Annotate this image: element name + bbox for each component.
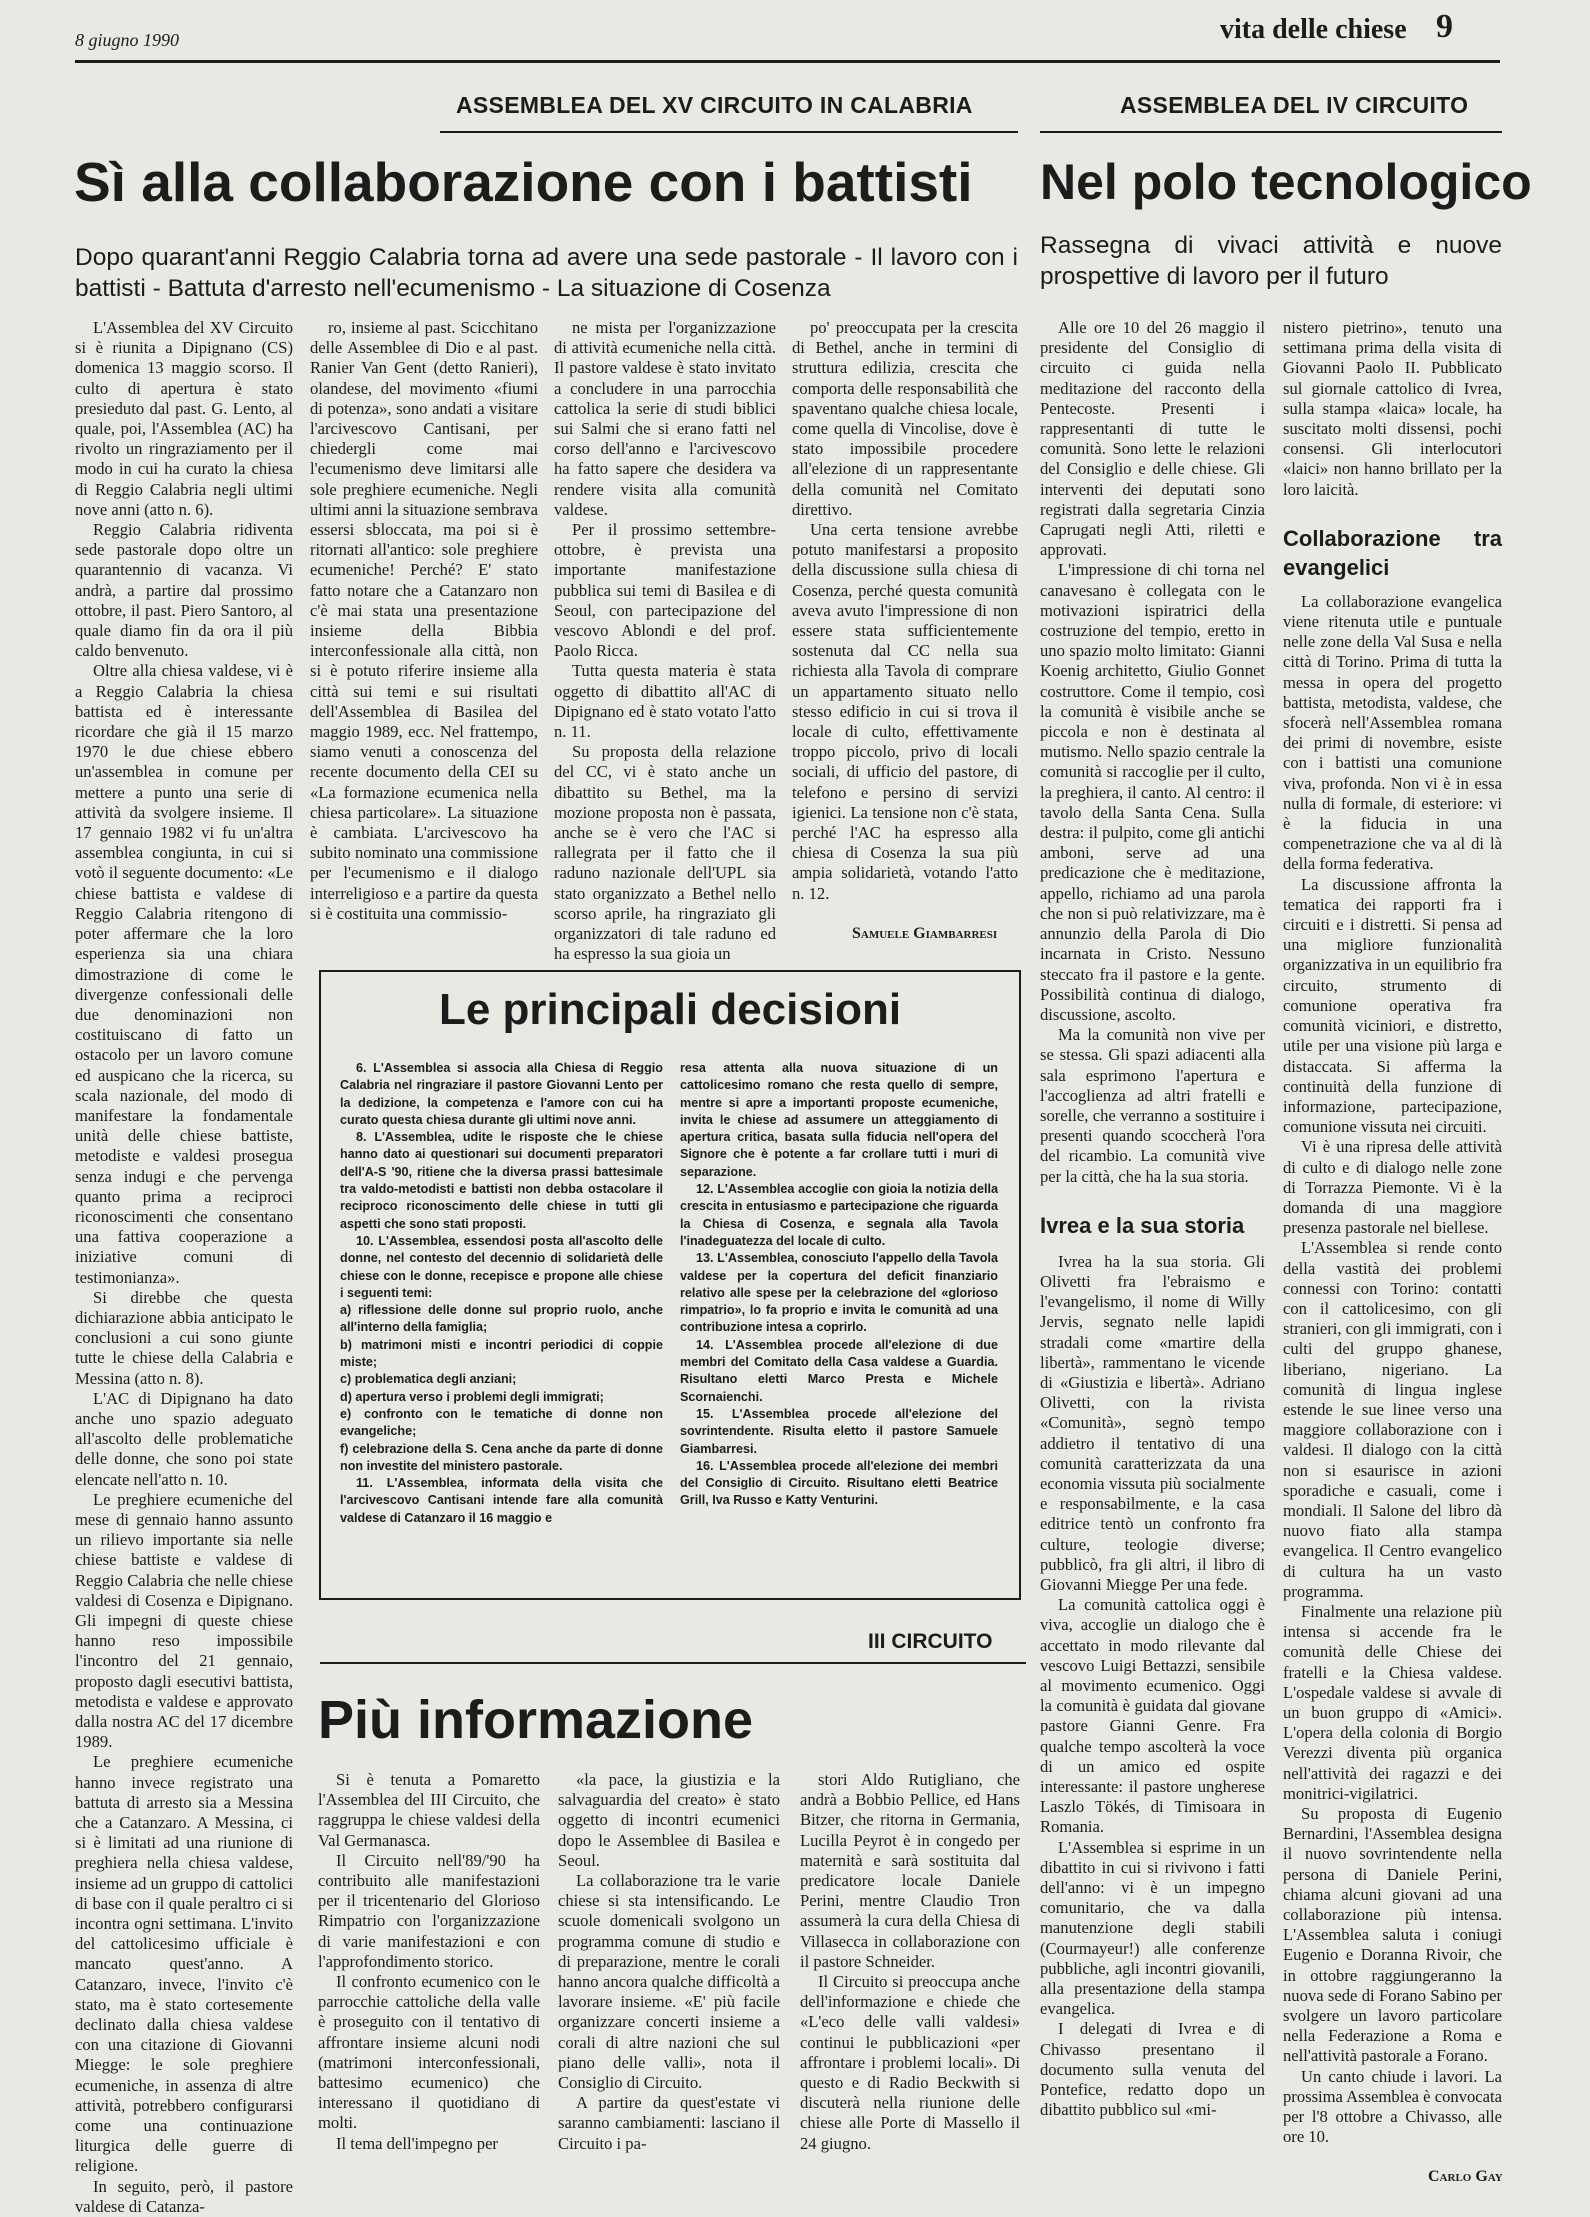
paragraph: Ma la comunità non vive per se stessa. Gli spazi adiacenti alla sala esprimono l'apertura e l'accoglienza ad altri fratelli e sorelle, che verranno a sostituire i presenti quando scoccherà l'ora del ricambio. La comunità vive per la città, che ha la sua storia. (1040, 1025, 1265, 1186)
left-column-4 (792, 318, 1018, 908)
decision-item: 13. L'Assemblea, conosciuto l'appello della Tavola valdese per la copertura del deficit finanziario relativo alle spese per la celebrazione del «glorioso rimpatrio», lo fa proprio e invita le comunità ad una contribuzione intesa a coprirlo. (680, 1251, 998, 1335)
paragraph: ro, insieme al past. Scicchitano delle Assemblee di Dio e al past. Ranier Van Gent (detto Ranieri), olandese, del movimento «fiumi di potenza», sono andati a visitare l'arcivescovo Cantisani, per chiedergli come mai l'ecumenismo deve limitarsi alle sole preghiere ecumeniche. Negli ultimi anni la situazione sembrava essersi sbloccata, ma poi si è ritornati all'antico: sole preghiere ecumeniche! Perché? E' stato fatto notare che a Catanzaro non c'è mai stata una presentazione insieme della Bibbia interconfessionale alla città, non si è potuto riferire insieme alla città sui temi e sui risultati dell'Assemblea di Basilea del maggio 1989, ecc. Nel frattempo, siamo venuti a conoscenza del recente documento della CEI su «La formazione ecumenica nella chiesa particolare». La situazione è cambiata. L'arcivescovo ha subito nominato una commissione per l'ecumenismo e il dialogo interreligioso e a partire da questa si è costituita una commissio- (310, 318, 538, 923)
paragraph: La collaborazione tra le varie chiese si sta intensificando. Le scuole domenicali svolgono un programma comune di studio e di preparazione, mentre le corali hanno ancora qualche difficoltà a lavorare insieme. «E' più facile organizzare concerti insieme a corali di altre nazioni che sul piano delle valli», nota il Consiglio di Circuito. (558, 1871, 780, 2093)
bottom-column-2 (558, 1770, 780, 2200)
paragraph: Si direbbe che questa dichiarazione abbia anticipato le conclusioni a cui sono giunte tutte le chiese della Calabria e Messina (atto n. 8). (75, 1287, 293, 1388)
decisions-column-2 (680, 1060, 998, 1590)
paragraph: Su proposta di Eugenio Bernardini, l'Assemblea designa il nuovo sovrintendente nella persona di Daniele Perini, chiama alcuni giovani ad una collaborazione più intensa. L'Assemblea saluta i coniugi Eugenio e Doranna Rivoir, che in ottobre raggiungeranno la nuova sede di Forano Sabino per svolgere un lavoro particolare nella Federazione a Roma e nell'attività pastorale a Forano. (1283, 1804, 1502, 2066)
paragraph: Ivrea ha la sua storia. Gli Olivetti fra l'ebraismo e l'evangelismo, il nome di Willy Jervis, segnato nelle lapidi stradali come «martire della libertà», rammentano le vicende di «Giustizia e libertà». Adriano Olivetti, con la rivista «Comunità», segnò tempo addietro il tentativo di una comunità caratterizzata da una economia vissuta più socialmente e responsabilmente, e la casa editrice tentò un confronto fra culture, teologie diverse; pubblicò, fra gli altri, il libro di Giovanni Miegge Per una fede. (1040, 1251, 1265, 1594)
left-column-3 (554, 318, 776, 964)
decision-item: 8. L'Assemblea, udite le risposte che le chiese hanno dato ai questionari sui documenti preparatori dell'A-S '90, ritiene che la diversa prassi battesimale tra valdo-metodisti e battisti non debba ostacolare il reciproco riconoscimento delle chiese in tutti gli aspetti che sono stati proposti. (340, 1130, 663, 1231)
decision-theme: a) riflessione delle donne sul proprio ruolo, anche all'interno della famiglia; (340, 1303, 663, 1335)
paragraph: La discussione affronta la tematica dei rapporti fra i circuiti e i distretti. Si pensa ad una migliore funzionalità organizzativa in un equilibrio fra circuito, strumento di comunione operativa fra comunità viciniori, e distretto, utile per una visione più larga e distaccata. Si afferma la continuità della funzione di informazione, partecipazione, comunione vissuta nei circuiti. (1283, 874, 1502, 1137)
paragraph: Finalmente una relazione più intensa si accende fra le comunità delle Chiese dei fratelli e la Chiesa valdese. L'ospedale valdese si avvale di un buon gruppo di «Amici». L'opera della colonia di Borgio Verezzi diventa più organica nell'attività dei ragazzi e dei monitrici-vigilatrici. (1283, 1601, 1502, 1803)
paragraph: Tutta questa materia è stata oggetto di dibattito all'AC di Dipignano ed è stato votato l'atto n. 11. (554, 661, 776, 742)
decision-item: 15. L'Assemblea procede all'elezione del sovrintendente. Risulta eletto il pastore Samuele Giambarresi. (680, 1406, 998, 1456)
paragraph: L'impressione di chi torna nel canavesano è collegata con le motivazioni ispiratrici della costruzione del tempio, eretto in uno spazio molto limitato: Gianni Koenig architetto, Giulio Gonnet costruttore. Come il tempio, così la comunità è visibile anche se piccola e non è destinata al mutismo. Nello spazio centrale la comunità si raccoglie per il culto, la preghiera, il canto. Al centro: il tavolo della Santa Cena. Sulla destra: il pulpito, come gli antichi amboni, serve ad una predicazione che è meditazione, appello, richiamo ad una parola che non si può relativizzare, ma è annunzio della Parola di Dio incarnata in Cristo. Nessuno steccato fra il pastore e la gente. Possibilità continua di dialogo, discussione, ascolto. (1040, 560, 1265, 1024)
decision-item: 10. L'Assemblea, essendosi posta all'ascolto delle donne, nel contesto del decennio di solidarietà delle chiese con le donne, recepisce e propone alle chiese i seguenti temi: (340, 1233, 663, 1300)
page-number: 9 (1436, 8, 1453, 45)
paragraph: po' preoccupata per la crescita di Bethel, anche in termini di struttura edilizia, crescita che comporta delle responsabilità che spaventano qualche chiesa locale, come quella di Vincolise, dove è stato impossibile procedere all'elezione di un rappresentante della comunità nel Comitato direttivo. (792, 318, 1018, 519)
bottom-column-1 (318, 1770, 540, 2200)
right-headline: Nel polo tecnologico (1040, 154, 1532, 210)
decision-item: resa attenta alla nuova situazione di un cattolicesimo romano che resta quello di sempre, mentre si apre a importanti proposte ecumeniche, invita le chiese ad assumere un atteggiamento di apertura critica, basata sulla fiducia nell'opera del Signore che è potente a far crollare tutti i muri di separazione. (680, 1061, 998, 1179)
left-column-1 (75, 318, 293, 2216)
header-rule (75, 60, 1500, 63)
paragraph: Per il prossimo settembre-ottobre, è prevista una importante manifestazione pubblica sui temi di Basilea e di Seoul, con partecipazione del vescovo Ablondi e del prof. Paolo Ricca. (554, 520, 776, 661)
paragraph: ne mista per l'organizzazione di attività ecumeniche nella città. Il pastore valdese è stato invitato a concludere in una parrocchia cattolica la serie di studi biblici sui Salmi che si erano fatti nel corso dell'anno e l'arcivescovo ha fatto sapere che desidera va rendere visita alla comunità valdese. (554, 318, 776, 519)
decisions-column-1 (340, 1060, 663, 1590)
section-title: vita delle chiese (1220, 14, 1407, 45)
decision-item: 12. L'Assemblea accoglie con gioia la notizia della crescita in entusiasmo e partecipazione che riguarda la Chiesa di Cosenza, e segnala alla Tavola l'inadeguatezza del locale di culto. (680, 1182, 998, 1248)
paragraph: L'Assemblea si esprime in un dibattito in cui si rivivono i fatti dell'anno: vi è un impegno comunitario, che va dalla manutenzione degli stabili (Courmayeur!) alle conferenze pubbliche, agli incontri giovanili, alla presentazione della stampa evangelica. (1040, 1837, 1265, 2019)
subhead-collaborazione: Collaborazione tra evangelici (1283, 525, 1502, 580)
right-column-1 (1040, 318, 1265, 2198)
paragraph: Reggio Calabria ridiventa sede pastorale dopo oltre un quarantennio di vacanza. Vi andrà, a partire dal prossimo ottobre, il past. Piero Santoro, al quale diamo fin da ora il più caldo benvenuto. (75, 520, 293, 661)
right-column-2 (1283, 318, 1502, 2158)
paragraph: L'Assemblea si rende conto della vastità dei problemi connessi con Torino: contatti con il cattolicesimo, con gli stranieri, con gli immigrati, con i culti del gruppo ghanese, liberiano, nigeriano. La comunità di lingua inglese estende le sue linee verso una maggiore collaborazione con i valdesi. Il dialogo con la città non si esaurisce in azioni sporadiche e casuali, come i mondiali. Il Salone del libro dà nuovo fiato alla stampa evangelica. Il Centro evangelico di cultura ha un vasto programma. (1283, 1238, 1502, 1601)
paragraph: Si è tenuta a Pomaretto l'Assemblea del III Circuito, che raggruppa le chiese valdesi della Val Germanasca. (318, 1770, 540, 1850)
decision-theme: f) celebrazione della S. Cena anche da parte di donne non investite del ministero pastorale. (340, 1441, 663, 1473)
bottom-kicker: III CIRCUITO (868, 1630, 993, 1653)
right-kicker: ASSEMBLEA DEL IV CIRCUITO (1120, 92, 1469, 118)
paragraph: L'AC di Dipignano ha dato anche uno spazio adeguato all'ascolto delle problematiche delle donne, che sono poi state elencate nell'atto n. 10. (75, 1388, 293, 1489)
left-deck: Dopo quarant'anni Reggio Calabria torna ad avere una sede pastorale - Il lavoro con i battisti - Battuta d'arresto nell'ecumenismo - La situazione di Cosenza (75, 244, 1018, 302)
paragraph: I delegati di Ivrea e di Chivasso presentano il documento sulla venuta del Pontefice, redatto dopo un dibattito pubblico sul «mi- (1040, 2019, 1265, 2120)
decision-theme: c) problematica degli anziani; (340, 1372, 517, 1387)
left-column-2 (310, 318, 538, 943)
paragraph: L'Assemblea del XV Circuito si è riunita a Dipignano (CS) domenica 13 maggio scorso. Il culto di apertura è stato presieduto dal past. G. Lento, al quale, poi, l'Assemblea (AC) ha rivolto un ringraziamento per il modo in cui ha curato la chiesa di Reggio Calabria negli ultimi nove anni (atto n. 6). (75, 318, 293, 519)
decision-theme: e) confronto con le tematiche di donne non evangeliche; (340, 1406, 663, 1439)
right-signature: Carlo Gay (1428, 2168, 1503, 2185)
left-kicker-rule (440, 131, 1018, 133)
paragraph: Oltre alla chiesa valdese, vi è a Reggio Calabria la chiesa battista ed è interessante ricordare che già il 15 marzo 1970 le due chiese ebbero un'assemblea in comune per mettere a punto una serie di attività da svolgere insieme. Il 17 gennaio 1982 vi fu un'altra assemblea congiunta, in cui si votò il seguente documento: «Le chiese battista e valdese di Reggio Calabria ritengono di poter affermare che la loro esperienza sia una chiara dimostrazione di come le divergenze confessionali delle due denominazioni non costituiscano di fatto un ostacolo per un lavoro comune ed auspicano che la ricerca, su scala nazionale, del modo di manifestare la fondamentale unità delle chiese battiste, metodiste e valdesi prosegua senza indugi e che pervenga quanto prima a reciproci riconoscimenti che consentano una fattiva cooperazione a iniziative comuni di testimonianza». (75, 661, 293, 1287)
paragraph: stori Aldo Rutigliano, che andrà a Bobbio Pellice, ed Hans Bitzer, che ritorna in Germania, Lucilla Peyrot è in congedo per maternità e sarà sostituita dal predicatore locale Daniele Perini, mentre Claudio Tron assumerà la cura della Chiesa di Villasecca in collaborazione con il pastore Schneider. (800, 1770, 1020, 1971)
paragraph: La collaborazione evangelica viene ritenuta utile e puntuale nelle zone della Val Susa e nella città di Torino. Prima di tutta la messa in opera del progetto battista, metodista, valdese, che sfocerà nell'Assemblea romana dei primi di novembre, esiste con i battisti una comunione viva, profonda. Non vi è in essa nulla di formale, di esteriore: vi è la fiducia in una compenetrazione che va al di là della forma federativa. (1283, 591, 1502, 874)
paragraph: Il Circuito nell'89/'90 ha contribuito alle manifestazioni per il tricentenario del Glorioso Rimpatrio con l'organizzazione di varie manifestazioni e con l'approfondimento storico. (318, 1850, 540, 1971)
decisions-title: Le principali decisioni (438, 985, 902, 1034)
paragraph: Una certa tensione avrebbe potuto manifestarsi a proposito della discussione sulla chiesa di Cosenza, perché questa comunità aveva avuto l'impressione di non essere stata sufficientemente sostenuta dal CC nella sua richiesta alla Tavola di comprare un appartamento situato nello stesso edificio in cui si trova il locale di culto, effettivamente troppo piccolo, privo di locali sociali, di ufficio del pastore, di telefono e persino di servizi igienici. La tensione non c'è stata, perché l'AC ha espresso alla chiesa di Cosenza la sua più ampia solidarietà, votando l'atto n. 12. (792, 520, 1018, 903)
right-deck: Rassegna di vivaci attività e nuove prospettive di lavoro per il futuro (1040, 232, 1502, 290)
left-headline: Sì alla collaborazione con i battisti (74, 151, 973, 213)
left-kicker: ASSEMBLEA DEL XV CIRCUITO IN CALABRIA (456, 92, 973, 118)
paragraph: Le preghiere ecumeniche hanno invece registrato una battuta di arresto sia a Messina che a Catanzaro. A Messina, ci si è limitati ad una riunione di preghiera nella chiesa valdese, insieme ad un gruppo di cattolici di base con il quale peraltro ci si incontra ogni settimana. L'invito del cattolicesimo ufficiale è mancato quest'anno. A Catanzaro, invece, l'invito c'è stato, ma è stato cortesemente declinato dalla chiesa valdese con una citazione di Giovanni Miegge: le sole preghiere ecumeniche, in assenza di altre attività, potrebbero configurarsi come una continuazione liturgica delle guerre di religione. (75, 1752, 293, 2176)
decision-theme: d) apertura verso i problemi degli immigrati; (340, 1389, 604, 1404)
decision-item: 11. L'Assemblea, informata della visita che l'arcivescovo Cantisani intende fare alla comunità valdese di Catanzaro il 16 maggio e (340, 1476, 663, 1525)
paragraph: Vi è una ripresa delle attività di culto e di dialogo nelle zone di Torrazza Piemonte. Vi è la domanda di una maggiore presenza pastorale nel biellese. (1283, 1137, 1502, 1238)
paragraph: A partire da quest'estate vi saranno cambiamenti: lasciano il Circuito i pa- (558, 2093, 780, 2153)
decision-item: 6. L'Assemblea si associa alla Chiesa di Reggio Calabria nel ringraziare il pastore Giovanni Lento per la dedizione, la competenza e l'amore con cui ha curato questa chiesa durante gli ultimi nove anni. (340, 1061, 663, 1127)
paragraph: Un canto chiude i lavori. La prossima Assemblea è convocata per l'8 ottobre a Chivasso, alle ore 10. (1283, 2066, 1502, 2147)
decision-item: 14. L'Assemblea procede all'elezione di due membri del Comitato della Casa valdese a Guardia. Risultano eletti Marco Presta e Michele Scornaienchi. (680, 1337, 998, 1404)
paragraph: In seguito, però, il pastore valdese di Catanza- (75, 2176, 293, 2216)
paragraph: Il tema dell'impegno per (336, 2133, 498, 2153)
left-signature: Samuele Giambarresi (852, 925, 998, 942)
decision-theme: b) matrimoni misti e incontri periodici di coppie miste; (340, 1337, 663, 1370)
paragraph: Alle ore 10 del 26 maggio il presidente del Consiglio di circuito ci guida nella meditazione del racconto della Pentecoste. Presenti i rappresentanti di tutte le comunità. Sono lette le relazioni del Consiglio e delle chiese. Gli interventi dei deputati sono registrati dalla segretaria Cinzia Caprugati negli Atti, riletti e approvati. (1040, 318, 1265, 560)
bottom-kicker-rule (320, 1662, 1026, 1664)
right-kicker-rule (1040, 131, 1502, 133)
paragraph: La comunità cattolica oggi è viva, accoglie un dialogo che è accettato in modo rilevante dal vescovo Luigi Bettazzi, sensibile al movimento ecumenico. Oggi la comunità è guidata dal giovane pastore Gianni Genre. Fra qualche tempo ascolterà la voce di un amico ed ospite interessante: il pastore ungherese Laszlo Tökés, di Timisoara in Romania. (1040, 1595, 1265, 1837)
decision-item: 16. L'Assemblea procede all'elezione dei membri del Consiglio di Circuito. Risultano eletti Beatrice Grill, Iva Russo e Katty Venturini. (680, 1458, 998, 1508)
paragraph: Il Circuito si preoccupa anche dell'informazione e chiede che «L'eco delle valli valdesi» continui le pubblicazioni «per affrontare i problemi locali». Di questo e di Radio Beckwith si discuterà nella riunione delle chiese alle Porte di Massello il 24 giugno. (800, 1972, 1020, 2153)
paragraph: «la pace, la giustizia e la salvaguardia del creato» è stato oggetto di incontri ecumenici dopo le Assemblee di Basilea e Seoul. (558, 1770, 780, 1870)
paragraph: Il confronto ecumenico con le parrocchie cattoliche della valle è proseguito con il tentativo di affrontare insieme alcuni nodi (matrimoni interconfessionali, battesimo ecumenico) che interessano il quotidiano di molti. (318, 1972, 540, 2133)
paragraph: nistero pietrino», tenuto una settimana prima della visita di Giovanni Paolo II. Pubblicato sul giornale cattolico di Ivrea, sulla stampa «laica» locale, ha suscitato molti dissensi, pochi consensi. Gli interlocutori «laici» non hanno brillato per la loro laicità. (1283, 318, 1502, 499)
bottom-headline: Più informazione (318, 1690, 754, 1750)
issue-date: 8 giugno 1990 (75, 30, 180, 50)
bottom-column-3 (800, 1770, 1020, 2200)
paragraph: Su proposta della relazione del CC, vi è stato anche un dibattito su Bethel, ma la mozione proposta non è passata, anche se è vero che l'AC si rallegrata per il fatto che il raduno nazionale dell'UPL sia stato organizzato a Bethel nello scorso aprile, ha ringraziato gli organizzatori di tale raduno ed ha espresso la sua gioia un (554, 742, 776, 964)
paragraph: Le preghiere ecumeniche del mese di gennaio hanno assunto un rilievo importante sia nelle chiese battiste e valdese di Reggio Calabria che nelle chiese valdesi di Cosenza e Dipignano. Gli impegni di queste chiese hanno reso impossibile l'incontro del 21 gennaio, proposto dagli esecutivi battista, metodista e valdese e approvato dalla nostra AC del 17 dicembre 1989. (75, 1489, 293, 1752)
subhead-ivrea: Ivrea e la sua storia (1040, 1212, 1245, 1238)
